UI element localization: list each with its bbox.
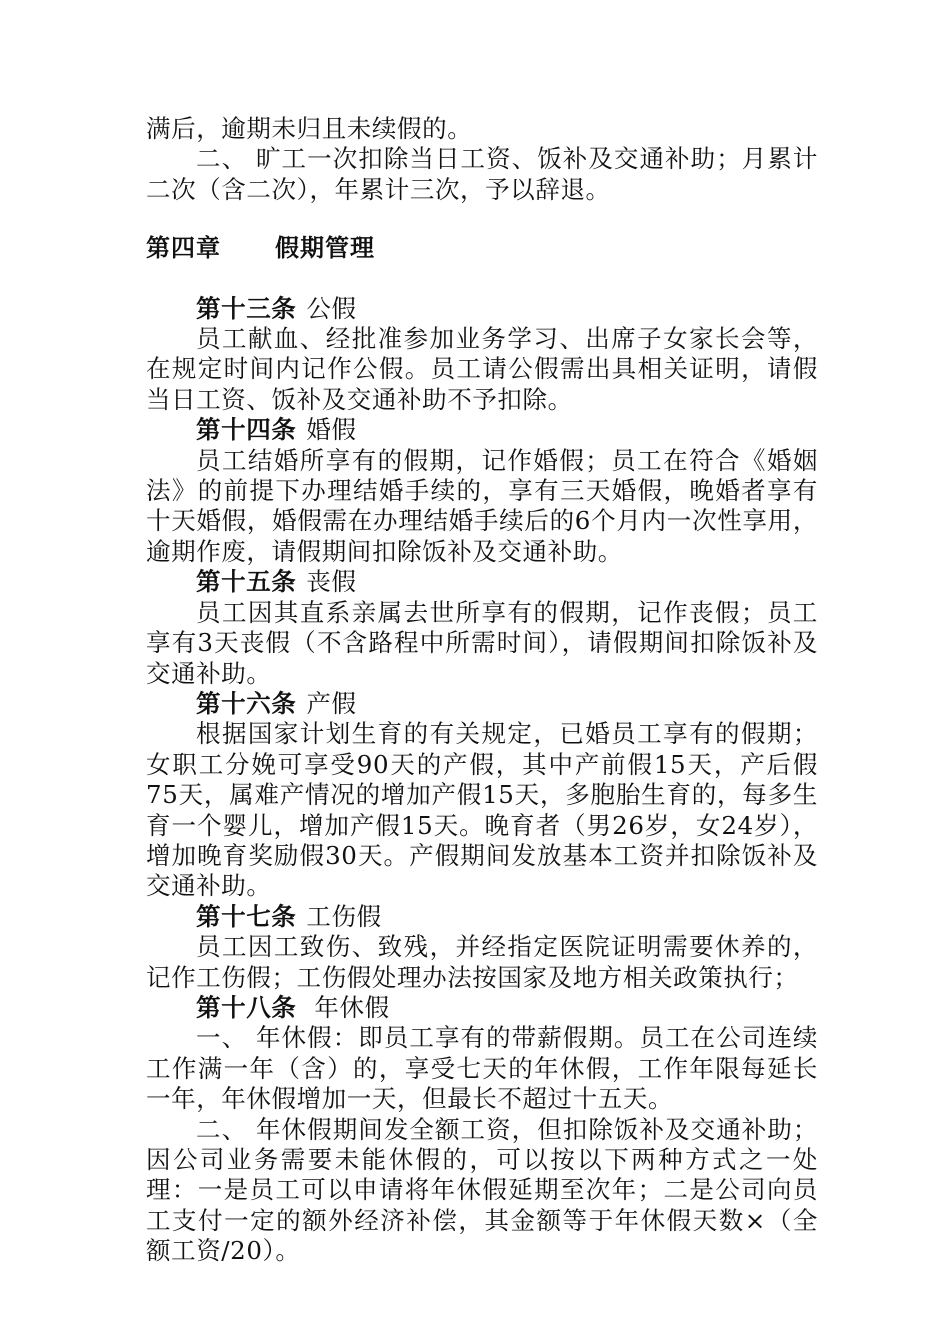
article-13-heading xyxy=(146,294,818,324)
intro-paragraph-1: 满后，逾期未归且未续假的。 xyxy=(146,114,473,143)
chapter-heading xyxy=(146,233,818,263)
article-14-heading xyxy=(146,415,818,445)
article-number: 第十五条 xyxy=(196,567,297,597)
article-13-paragraph: 员工献血、经批准参加业务学习、出席子女家长会等，在规定时间内记作公假。员工请公假需出具相关证明，请假当日工资、饭补及交通补助不予扣除。 xyxy=(146,324,818,414)
document-body xyxy=(146,114,818,1267)
article-title: 公假 xyxy=(306,293,357,323)
article-number: 第十八条 xyxy=(196,992,297,1022)
article-18-paragraph-2: 二、 年休假期间发全额工资，但扣除饭补及交通补助；因公司业务需要未能休假的，可以按以下两种方式之一处理：一是员工可以申请将年休假延期至次年；二是公司向员工支付一定的额外经济补偿，其金额等于年休假天数×（全额工资/20）。 xyxy=(146,1114,818,1266)
article-title: 年休假 xyxy=(314,992,390,1022)
article-number: 第十三条 xyxy=(196,293,297,323)
article-title: 婚假 xyxy=(306,415,357,445)
article-title: 丧假 xyxy=(306,567,357,597)
article-18-heading xyxy=(146,993,818,1023)
article-number: 第十六条 xyxy=(196,688,297,718)
article-16-paragraph: 根据国家计划生育的有关规定，已婚员工享有的假期；女职工分娩可享受90天的产假，其中产前假15天，产后假75天，属难产情况的增加产假15天，多胞胎生育的，每多生育一个婴儿，增加产假15天。晚育者（男26岁，女24岁），增加晚育奖励假30天。产假期间发放基本工资并扣除饭补及交通补助。 xyxy=(146,719,818,901)
article-15-paragraph: 员工因其直系亲属去世所享有的假期，记作丧假；员工享有3天丧假（不含路程中所需时间），请假期间扣除饭补及交通补助。 xyxy=(146,597,818,688)
article-number: 第十四条 xyxy=(196,415,297,445)
article-title: 工伤假 xyxy=(306,901,382,931)
article-17-paragraph: 员工因工致伤、致残，并经指定医院证明需要休养的，记作工伤假；工伤假处理办法按国家及地方相关政策执行； xyxy=(146,932,818,992)
article-17-heading xyxy=(146,902,818,932)
article-number: 第十七条 xyxy=(196,901,297,931)
article-18-paragraph-1: 一、 年休假：即员工享有的带薪假期。员工在公司连续工作满一年（含）的，享受七天的年休假，工作年限每延长一年，年休假增加一天，但最长不超过十五天。 xyxy=(146,1023,818,1114)
chapter-title: 假期管理 xyxy=(275,233,375,263)
intro-paragraph-2: 二、 旷工一次扣除当日工资、饭补及交通补助；月累计二次（含二次），年累计三次，予以辞退。 xyxy=(146,144,818,204)
article-title: 产假 xyxy=(306,688,357,718)
article-14-paragraph: 员工结婚所享有的假期，记作婚假；员工在符合《婚姻法》的前提下办理结婚手续的，享有三天婚假，晚婚者享有十天婚假，婚假需在办理结婚手续后的6个月内一次性享用，逾期作废，请假期间扣除饭补及交通补助。 xyxy=(146,445,818,566)
article-15-heading xyxy=(146,567,818,597)
article-16-heading xyxy=(146,689,818,719)
chapter-number: 第四章 xyxy=(146,233,221,263)
